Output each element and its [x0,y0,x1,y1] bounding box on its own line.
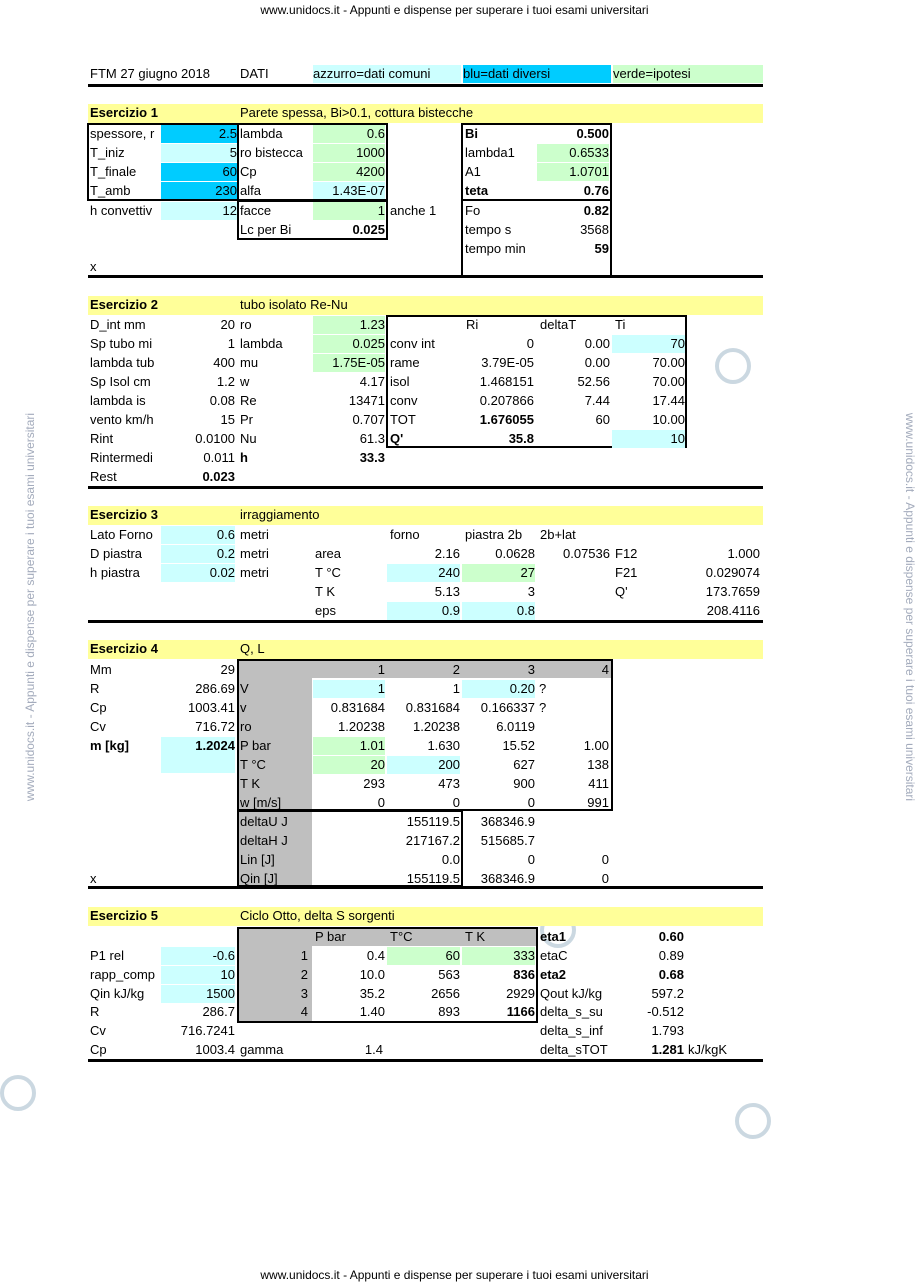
cell: 35.2 [359,986,385,1001]
header-watermark: www.unidocs.it - Appunti e dispense per superare i tuoi esami universitari [260,3,649,17]
cell: 893 [438,1004,460,1019]
cell: 0.831684 [330,700,385,715]
cell: 5.13 [434,584,460,599]
value: 716.72 [195,719,235,734]
row-label: T K [315,584,335,599]
dati-label: DATI [240,66,269,81]
value: 1.793 [651,1023,684,1038]
row-label: 1 [300,948,308,963]
side-watermark-left: www.unidocs.it - Appunti e dispense per superare i tuoi esami universitari [23,412,37,802]
cell: 10.0 [359,967,385,982]
value: 3568 [580,222,609,237]
value: 4.17 [359,374,385,389]
marker: x [90,259,97,274]
cell: 10.00 [652,412,685,427]
exercise-subtitle: Ciclo Otto, delta S sorgenti [240,908,395,923]
note: anche 1 [390,203,437,218]
value: 1.2024 [161,737,235,773]
label: mu [240,355,259,370]
value: 230 [161,182,237,200]
section-band [88,640,763,659]
value: 0.023 [202,469,235,484]
cell: ? [539,681,547,696]
divider [88,620,763,623]
cell: 155119.5 [406,814,460,829]
label: T_iniz [90,145,125,160]
input-box [237,123,388,201]
column-header: 2 [452,662,460,677]
cell: 0.20 [462,680,535,698]
value: 1003.41 [188,700,235,715]
legend-azzurro: azzurro=dati comuni [313,65,461,83]
value: 10 [161,966,235,984]
cell: 368346.9 [480,871,535,886]
column-header: 4 [601,662,609,677]
value: 0.60 [658,929,684,944]
cell: 0 [526,336,534,351]
label: Cp [90,700,107,715]
exercise-subtitle: Parete spessa, Bi>0.1, cottura bistecche [240,105,474,120]
value: 1 [227,336,235,351]
column-header: deltaT [540,317,577,332]
cell: 0.0628 [495,546,535,561]
label: h [240,450,248,465]
label: Lc per Bi [240,222,292,237]
label: delta_s_inf [540,1023,603,1038]
row-label: ro [240,719,252,734]
cell: 2929 [506,986,535,1001]
column-header: 2b+lat [540,527,576,542]
cell: 0.207866 [479,393,534,408]
label: h piastra [90,565,140,580]
exercise-subtitle: tubo isolato Re-Nu [240,297,348,312]
cell: 2656 [431,986,460,1001]
value: 0.2 [161,545,235,563]
label: A1 [465,164,481,179]
cell: 0.00 [584,336,610,351]
cell: 0 [527,852,535,867]
column-header: 3 [527,662,535,677]
label: vento km/h [90,412,154,427]
row-label: v [240,700,247,715]
label: R [90,681,100,696]
cell: 1 [452,681,460,696]
value: 0.76 [583,183,609,198]
row-label: area [315,546,342,561]
value: 1.2 [216,374,235,389]
column-header: T K [465,929,485,944]
label: lambda is [90,393,146,408]
value: 0.6 [313,125,385,143]
footer-watermark: www.unidocs.it - Appunti e dispense per superare i tuoi esami universitari [260,1268,649,1282]
cell: 1.40 [359,1004,385,1019]
value: -0.512 [647,1004,684,1019]
label: Cp [240,164,257,179]
column-header: piastra 2b [465,527,523,542]
value: 1.23 [313,316,385,334]
label: F12 [615,546,638,561]
value: 1.0701 [537,163,609,181]
row-label: TOT [390,412,416,427]
label: spessore, r [90,126,155,141]
value: 0.02 [161,564,235,582]
input-box [237,200,388,240]
cell: 1166 [506,1004,535,1019]
label: Sp Isol cm [90,374,151,389]
exercise-subtitle: irraggiamento [240,507,320,522]
value: 0.0100 [195,431,235,446]
label: Sp tubo mi [90,336,153,351]
value: 1003.4 [195,1042,235,1057]
value: 1.000 [727,546,760,561]
row-label: Lin [J] [240,852,275,867]
cell: 0.9 [387,602,460,620]
value: 1 [313,202,385,220]
row-label: conv int [390,336,435,351]
cell: 15.52 [502,738,535,753]
value: 12 [161,202,237,220]
marker: x [90,871,97,886]
label: Re [240,393,257,408]
cell: 70.00 [652,355,685,370]
divider [88,84,763,87]
label: eta1 [540,929,567,944]
label: T_amb [90,183,131,198]
label: Lato Forno [90,527,153,542]
cell: 515685.7 [480,833,535,848]
label: lambda [240,126,283,141]
cell: 7.44 [584,393,610,408]
cell: 70.00 [652,374,685,389]
row-label: T °C [240,757,266,772]
row-label: w [m/s] [240,795,282,810]
row-label: deltaU J [240,814,288,829]
label: rapp_comp [90,967,156,982]
cell: 0 [601,871,609,886]
value: 597.2 [651,986,684,1001]
label: m [kg] [90,738,129,753]
value: 1.4 [364,1042,383,1057]
row-label: V [240,681,249,696]
label: F21 [615,565,638,580]
value: 33.3 [359,450,385,465]
label: P1 rel [90,948,124,963]
label: Nu [240,431,257,446]
unit: metri [240,527,269,542]
value: 400 [213,355,235,370]
value: 15 [220,412,235,427]
label: h convettiv [90,203,153,218]
label: delta_s_su [540,1004,603,1019]
cell: 0.8 [462,602,535,620]
cell: 155119.5 [406,871,460,886]
value: 0.025 [313,335,385,353]
value: 0.6533 [537,144,609,162]
row-label: 4 [300,1004,308,1019]
label: Cv [90,719,106,734]
cell: 1.468151 [479,374,534,389]
cell: 3 [527,584,535,599]
value: 0.025 [352,222,385,237]
cell: 900 [513,776,535,791]
cell: 991 [587,795,609,810]
row-label: rame [390,355,420,370]
label: eta2 [540,967,567,982]
value: 0.68 [658,967,684,982]
cell: 563 [438,967,460,982]
cell: 1.01 [313,737,385,755]
cell: 0 [452,795,460,810]
cell: 200 [387,756,460,774]
cell: 138 [587,757,609,772]
cell: 0 [601,852,609,867]
label: teta [465,183,489,198]
exercise-title: Esercizio 4 [90,641,158,656]
value: 1500 [161,985,235,1003]
column-header: P bar [315,929,346,944]
divider [88,1059,763,1062]
value: 1.75E-05 [313,354,385,372]
exercise-title: Esercizio 5 [90,908,158,923]
cell: 0.166337 [480,700,535,715]
label: etaC [540,948,568,963]
unidocs-logo-icon [0,1075,36,1111]
cell: 10 [612,430,685,448]
cell: 27 [462,564,535,582]
value: 2.5 [161,125,237,143]
label: tempo min [465,241,526,256]
column-header: forno [390,527,420,542]
label: lambda [240,336,283,351]
label: lambda1 [465,145,515,160]
label: Qin kJ/kg [90,986,145,1001]
value: 0.89 [658,948,684,963]
cell: 0.4 [366,948,385,963]
input-box [87,123,239,201]
cell: 1.00 [583,738,609,753]
row-label: T °C [315,565,341,580]
column-header: Ri [466,317,479,332]
value: 173.7659 [705,584,760,599]
label: Bi [465,126,478,141]
label: Qout kJ/kg [540,986,603,1001]
cell: 368346.9 [480,814,535,829]
divider [610,200,612,277]
label: Rest [90,469,117,484]
cell: 240 [387,564,460,582]
value: 0.08 [209,393,235,408]
label: Cp [90,1042,107,1057]
exercise-title: Esercizio 2 [90,297,158,312]
row-label: Qin [J] [240,871,278,886]
cell: 70 [612,335,685,353]
value: 0.029074 [705,565,760,580]
column-header: 1 [377,662,385,677]
cell: 52.56 [577,374,610,389]
value: 0.011 [203,450,235,465]
row-label: eps [315,603,336,618]
unidocs-logo-icon [735,1103,771,1139]
divider [88,275,763,278]
cell: 411 [588,776,609,791]
section-band [88,296,763,315]
exercise-title: Esercizio 3 [90,507,158,522]
value: -0.6 [161,947,235,965]
value: 1.281 [651,1042,684,1057]
row-label: 2 [300,967,308,982]
label: D_int mm [90,317,146,332]
cell: 473 [438,776,460,791]
label: lambda tub [90,355,155,370]
cell: 1.20238 [413,719,460,734]
cell: 1.676055 [479,412,534,427]
row-label: T K [240,776,260,791]
value: 13471 [348,393,385,408]
side-watermark-right: www.unidocs.it - Appunti e dispense per superare i tuoi esami universitari [903,412,917,802]
label: Pr [240,412,253,427]
label: ro bistecca [240,145,303,160]
section-band [88,907,763,926]
row-label: Q' [390,431,404,446]
label: gamma [240,1042,284,1057]
label: tempo s [465,222,512,237]
cell: 836 [513,967,535,982]
value: 20 [220,317,235,332]
value: 208.4116 [706,603,760,618]
cell: 60 [387,947,460,965]
cell: 0.831684 [405,700,460,715]
unit: metri [240,565,269,580]
unidocs-logo-icon [715,348,751,384]
value: 0.707 [352,412,385,427]
label: R [90,1004,100,1019]
cell: 627 [513,757,535,772]
unit: kJ/kgK [688,1042,728,1057]
row-label: 3 [300,986,308,1001]
row-label: conv [390,393,418,408]
cell: 35.8 [508,431,534,446]
label: ro [240,317,252,332]
label: Fo [465,203,481,218]
value: 716.7241 [180,1023,235,1038]
cell: 0.0 [441,852,460,867]
value: 0.500 [576,126,609,141]
value: 1.43E-07 [313,182,385,200]
label: facce [240,203,272,218]
cell: 6.0119 [496,719,535,734]
value: 286.7 [202,1004,235,1019]
cell: 17.44 [652,393,685,408]
exercise-title: Esercizio 1 [90,105,158,120]
divider [88,886,763,889]
cell: 0.00 [584,355,610,370]
value: 60 [161,163,237,181]
divider [88,486,763,489]
exercise-subtitle: Q, L [240,641,265,656]
cell: 293 [363,776,385,791]
cell: 0 [377,795,385,810]
cell: 333 [462,947,535,965]
cell: 20 [313,756,385,774]
label: w [240,374,250,389]
value: 0.6 [161,526,235,544]
cell: 2.16 [434,546,460,561]
label: alfa [240,183,261,198]
unit: metri [240,546,269,561]
label: Mm [90,662,112,677]
row-label: isol [390,374,410,389]
label: Q' [615,584,628,599]
row-label: P bar [240,738,271,753]
value: 286.69 [195,681,235,696]
value: 5 [161,144,237,162]
label: delta_sTOT [540,1042,608,1057]
value: 0.82 [583,203,609,218]
column-header: T°C [390,929,413,944]
value: 61.3 [359,431,385,446]
cell: 1.20238 [338,719,385,734]
value: 59 [594,241,609,256]
cell: 0.07536 [563,546,610,561]
label: Rintermedi [90,450,153,465]
cell: 3.79E-05 [481,355,534,370]
label: D piastra [90,546,143,561]
sheet-title: FTM 27 giugno 2018 [90,66,210,81]
row-label: deltaH J [240,833,288,848]
legend-blu: blu=dati diversi [463,65,611,83]
cell: 217167.2 [405,833,460,848]
cell: 60 [595,412,610,427]
column-header: Ti [615,317,626,332]
label: T_finale [90,164,137,179]
cell: 1.630 [427,738,460,753]
value: 1000 [313,144,385,162]
cell: 1 [313,680,385,698]
label: Cv [90,1023,106,1038]
divider [461,200,463,277]
cell: ? [539,700,547,715]
value: 4200 [313,163,385,181]
cell: 0 [527,795,535,810]
legend-verde: verde=ipotesi [613,65,763,83]
label: Rint [90,431,114,446]
value: 29 [220,662,235,677]
section-band [88,506,763,525]
